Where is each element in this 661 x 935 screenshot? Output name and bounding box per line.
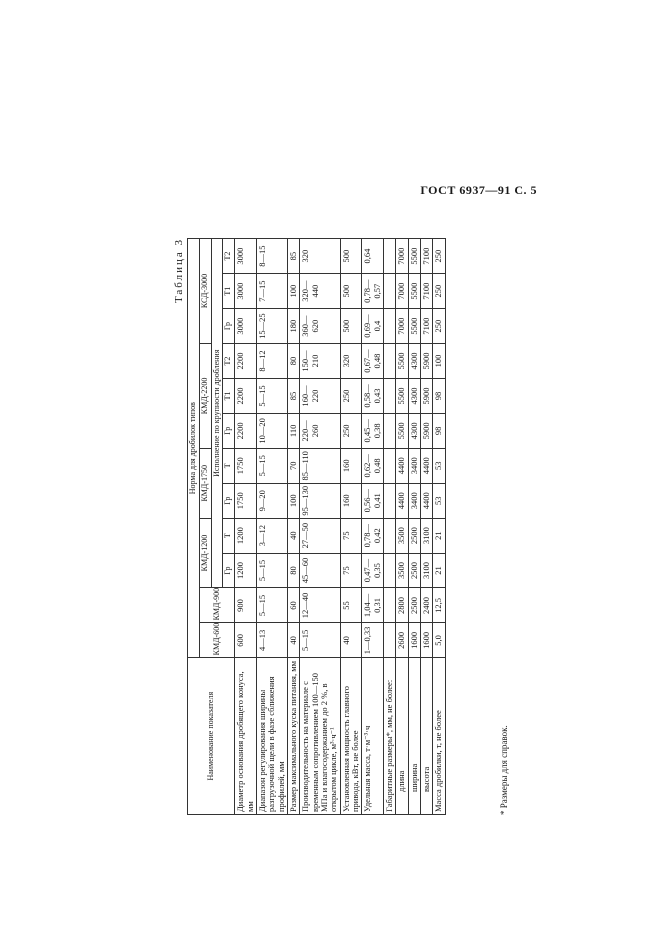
table-cell: 80 [287,344,299,379]
table-cell: 1600 [421,623,433,658]
table-row [300,239,340,815]
row-label: ширина [408,658,420,815]
table-cell [384,239,396,274]
table-cell: 250 [433,274,445,309]
table-cell: 320 [300,239,340,274]
table-cell: 180 [287,309,299,344]
table-cell: 0,78—0,42 [362,518,384,553]
table-row [287,239,299,815]
table-cell: 3100 [421,518,433,553]
table-cell: 1200 [235,553,257,588]
table-cell: 95—130 [300,483,340,518]
table-cell: 7000 [396,274,408,309]
table-cell: 5500 [408,309,420,344]
table-cell: 21 [433,518,445,553]
table-row [421,239,433,815]
table-cell: 500 [340,239,362,274]
table-cell: 3—12 [256,518,287,553]
table-cell: 3400 [408,483,420,518]
table-cell: 10—20 [256,413,287,448]
table-cell: 2200 [235,413,257,448]
row-label: Удельная масса, т·м⁻³·ч [362,658,384,815]
table-cell: 75 [340,553,362,588]
table-cell: 110 [287,413,299,448]
table-cell: 0,45—0,38 [362,413,384,448]
model-header: КМД-900 [199,588,234,623]
row-label: Диаметр основания дробящего конуса, мм [235,658,257,815]
sub-header: Гр [223,413,235,448]
sub-header: Т2 [223,239,235,274]
sub-header: Т2 [223,344,235,379]
table-cell: 55 [340,588,362,623]
table-cell: 5500 [396,378,408,413]
table-cell: 80 [287,553,299,588]
sub-header: Гр [223,483,235,518]
table-cell: 40 [287,518,299,553]
table-cell: 53 [433,483,445,518]
table-cell: 220—260 [300,413,340,448]
table-cell: 2400 [421,588,433,623]
col-name-header: Наименование показателя [188,658,235,815]
table-cell: 900 [235,588,257,623]
sub-header: Т1 [223,274,235,309]
table-cell: 320—440 [300,274,340,309]
table-cell [384,553,396,588]
table-cell: 500 [340,309,362,344]
table-cell: 9—20 [256,483,287,518]
table-cell: 5500 [396,344,408,379]
table-cell: 0,62—0,48 [362,448,384,483]
table-cell: 12,5 [433,588,445,623]
sub-header: Т [223,518,235,553]
table-cell: 250 [340,378,362,413]
table-cell [384,413,396,448]
table-cell: 5900 [421,378,433,413]
table-cell: 85 [287,239,299,274]
table-cell: 250 [433,309,445,344]
row-label: Размер максимального куска питания, мм [287,658,299,815]
row-label: длина [396,658,408,815]
table-cell: 2500 [408,553,420,588]
table-cell: 3000 [235,309,257,344]
footnote: * Размеры для справок. [499,725,509,815]
table-cell: 4400 [421,448,433,483]
table-cell: 1600 [408,623,420,658]
sub-header: Т [223,448,235,483]
table-cell [384,344,396,379]
table-row [256,239,287,815]
table-cell: 98 [433,378,445,413]
table-cell: 3500 [396,518,408,553]
table-cell: 2600 [396,623,408,658]
table-cell: 1—0,33 [362,623,384,658]
table-body [235,239,446,815]
table-row [384,239,396,815]
rotated-table-block [173,238,513,815]
table-cell: 600 [235,623,257,658]
table-cell: 0,56—0,41 [362,483,384,518]
table-cell: 3100 [421,553,433,588]
row-label: Габаритные размеры*, мм, не более: [384,658,396,815]
table-cell: 100 [287,274,299,309]
table-cell: 85 [287,378,299,413]
table-cell: 360—620 [300,309,340,344]
model-header: КМД-2200 [199,344,211,449]
model-header: КМД-600 [199,623,234,658]
table-cell: 0,47—0,35 [362,553,384,588]
table-row [362,239,384,815]
table-row [340,239,362,815]
table-cell: 3500 [396,553,408,588]
table-cell: 8—12 [256,344,287,379]
table-cell [384,483,396,518]
table-cell: 45—60 [300,553,340,588]
table-cell: 7100 [421,274,433,309]
table-cell: 5500 [408,239,420,274]
table-cell: 2200 [235,378,257,413]
table-cell: 7100 [421,309,433,344]
table-cell: 150—210 [300,344,340,379]
table-row [235,239,257,815]
table-cell: 1750 [235,483,257,518]
table-cell: 2800 [396,588,408,623]
table-cell: 4400 [396,448,408,483]
table-cell: 7000 [396,309,408,344]
table-cell: 70 [287,448,299,483]
subgroup-header: Исполнение по крупности дробления [211,239,223,589]
row-label: Масса дробилки, т, не более [433,658,445,815]
table-cell: 4300 [408,413,420,448]
table-cell [384,309,396,344]
table-cell [384,588,396,623]
table-cell: 5—15 [300,623,340,658]
table-cell: 2500 [408,588,420,623]
table-cell: 53 [433,448,445,483]
table-cell: 160 [340,448,362,483]
table-cell: 75 [340,518,362,553]
table-cell: 4—13 [256,623,287,658]
table-cell [384,448,396,483]
table-cell: 7—15 [256,274,287,309]
row-label: высота [421,658,433,815]
sub-header: Т1 [223,378,235,413]
table-cell: 100 [433,344,445,379]
table-cell: 40 [340,623,362,658]
row-label: Установленная мощность главного привода, кВт, не более [340,658,362,815]
table-cell: 1,04—0,31 [362,588,384,623]
table-row [408,239,420,815]
table-cell: 320 [340,344,362,379]
table-cell: 0,69—0,4 [362,309,384,344]
table-cell: 4400 [421,483,433,518]
table-cell: 4300 [408,378,420,413]
model-header: КСД-3000 [199,239,211,344]
table-cell: 3400 [408,448,420,483]
table-cell: 500 [340,274,362,309]
table-cell: 40 [287,623,299,658]
table-cell: 8—15 [256,239,287,274]
table-row [396,239,408,815]
table-cell: 250 [433,239,445,274]
sub-header: Гр [223,309,235,344]
table-cell: 5900 [421,344,433,379]
table-cell: 0,67—0,48 [362,344,384,379]
table-cell: 0,78—0,57 [362,274,384,309]
table-cell: 5—15 [256,553,287,588]
specs-table [187,238,446,815]
table-cell: 7100 [421,239,433,274]
table-cell: 1750 [235,448,257,483]
sub-header: Гр [223,553,235,588]
group-header: Норма для дробилок типов [188,239,200,658]
table-cell [384,623,396,658]
table-cell: 160 [340,483,362,518]
table-cell [384,378,396,413]
table-cell: 7000 [396,239,408,274]
table-cell: 2500 [408,518,420,553]
table-cell: 5—15 [256,448,287,483]
table-cell: 98 [433,413,445,448]
table-cell: 21 [433,553,445,588]
table-cell: 250 [340,413,362,448]
table-cell: 4400 [396,483,408,518]
table-cell: 5—15 [256,588,287,623]
table-cell: 15—25 [256,309,287,344]
table-cell: 12—40 [300,588,340,623]
model-header: КМД-1750 [199,448,211,518]
table-row [433,239,445,815]
table-cell: 1200 [235,518,257,553]
table-cell: 2200 [235,344,257,379]
table-cell: 0,58—0,43 [362,378,384,413]
table-cell: 3000 [235,274,257,309]
table-caption: Таблица 3 [173,238,185,304]
table-cell: 0,64 [362,239,384,274]
table-cell: 5—15 [256,378,287,413]
table-cell: 27—50 [300,518,340,553]
table-cell: 5500 [408,274,420,309]
page-header: ГОСТ 6937—91 С. 5 [420,183,537,197]
table-cell: 160—220 [300,378,340,413]
table-cell: 5,0 [433,623,445,658]
row-label: Диапазон регулирования ширины разгрузочной щели в фазе сближения профилей, мм [256,658,287,815]
table-cell [384,274,396,309]
table-cell: 5500 [396,413,408,448]
table-cell [384,518,396,553]
table-cell: 60 [287,588,299,623]
table-cell: 3000 [235,239,257,274]
table-cell: 4300 [408,344,420,379]
table-cell: 5900 [421,413,433,448]
table-cell: 85—110 [300,448,340,483]
row-label: Производительность на материале с временным сопротивлением 100—150 МПа и влагосодержанием до 2 %, в открытом цикле, м³·ч⁻¹ [300,658,340,815]
table-cell: 100 [287,483,299,518]
model-header: КМД-1200 [199,518,211,588]
